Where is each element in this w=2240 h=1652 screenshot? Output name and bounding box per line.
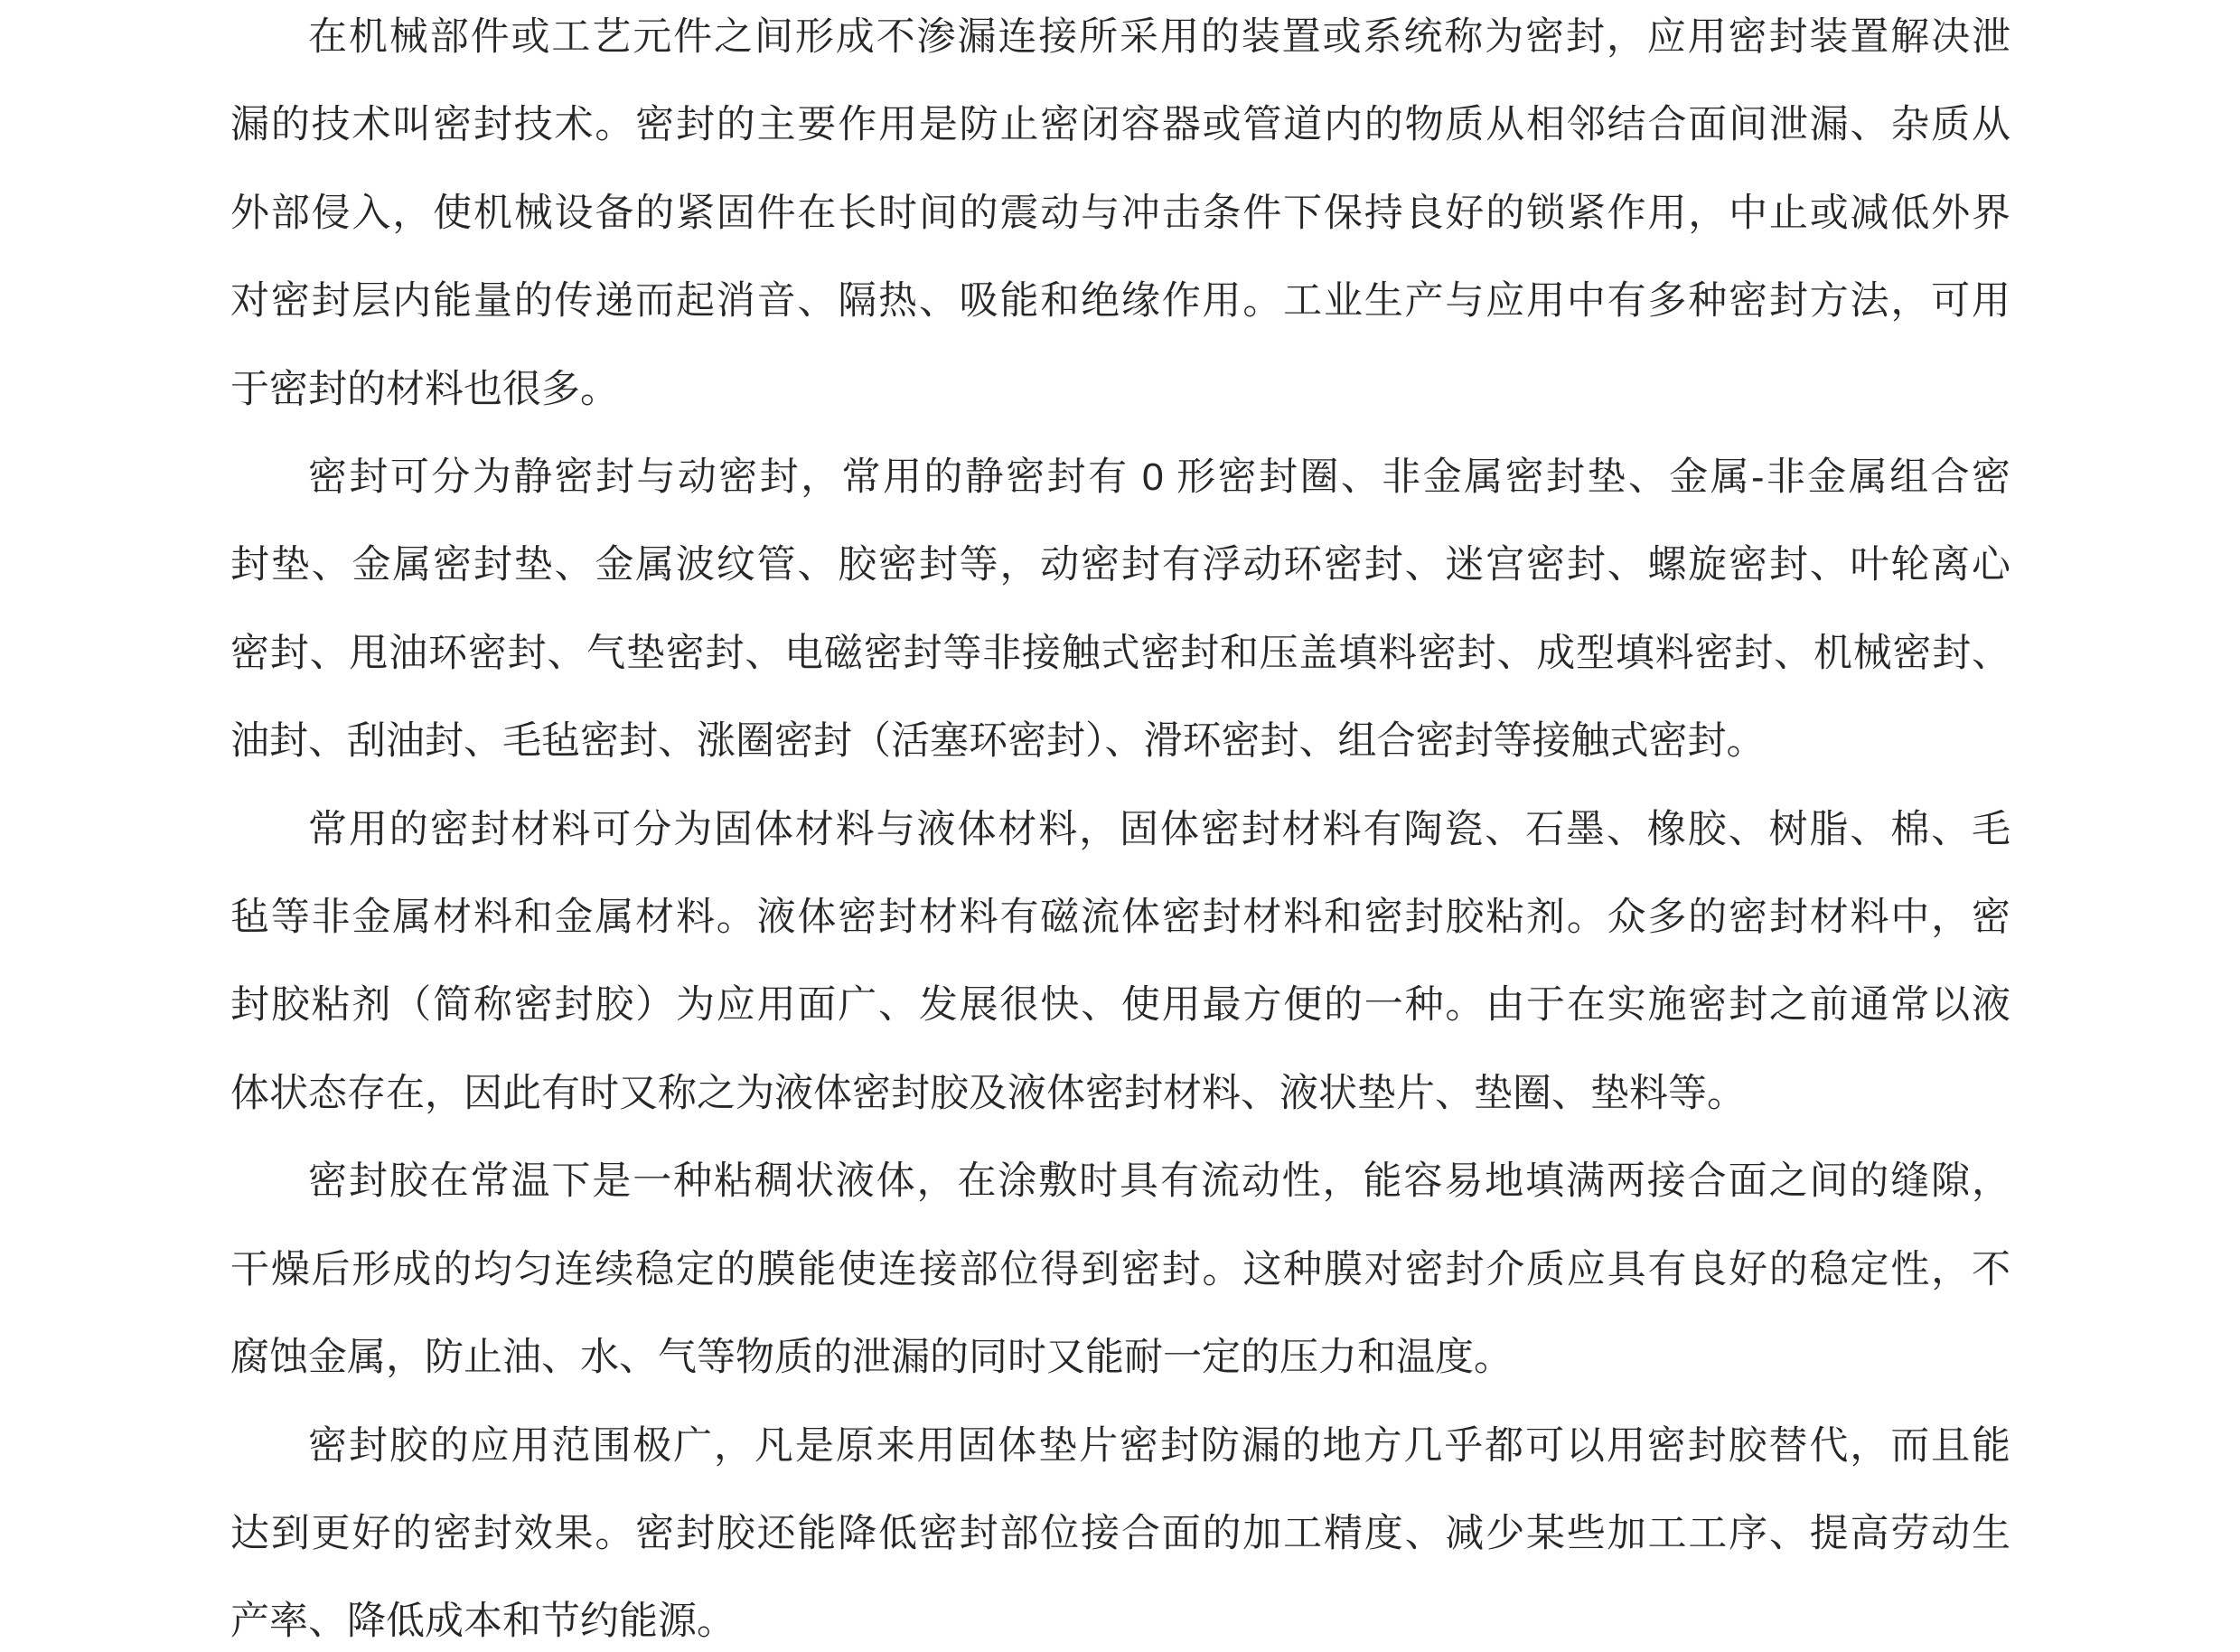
- paragraph-seal-types: [230, 434, 2010, 786]
- text-line: 对密封层内能量的传递而起消音、隔热、吸能和绝缘作用。工业生产与应用中有多种密封方法，可用: [230, 279, 2010, 324]
- text-line: 腐蚀金属，防止油、水、气等物质的泄漏的同时又能耐一定的压力和温度。: [230, 1336, 1513, 1380]
- text-line: 密封胶的应用范围极广，凡是原来用固体垫片密封防漏的地方几乎都可以用密封胶替代，而且能: [308, 1423, 2010, 1468]
- text-line: 漏的技术叫密封技术。密封的主要作用是防止密闭容器或管道内的物质从相邻结合面间泄漏、杂质从: [230, 103, 2010, 147]
- text-line: 产率、降低成本和节约能源。: [230, 1600, 736, 1644]
- text-block: [230, 0, 2010, 1652]
- paragraph-seal-definition: [230, 0, 2010, 434]
- text-line: 体状态存在，因此有时又称之为液体密封胶及液体密封材料、液状垫片、垫圈、垫料等。: [230, 1071, 1746, 1115]
- text-line: 常用的密封材料可分为固体材料与液体材料，固体密封材料有陶瓷、石墨、橡胶、树脂、棉、毛: [308, 807, 2010, 851]
- text-line: 密封、甩油环密封、气垫密封、电磁密封等非接触式密封和压盖填料密封、成型填料密封、机械密封、: [230, 631, 2010, 675]
- text-line: 外部侵入，使机械设备的紧固件在长时间的震动与冲击条件下保持良好的锁紧作用，中止或减低外界: [230, 191, 2010, 235]
- text-line: 密封可分为静密封与动密封，常用的静密封有 0 形密封圈、非金属密封垫、金属-非金属组合密: [308, 455, 2010, 500]
- text-line: 油封、刮油封、毛毡密封、涨圈密封（活塞环密封）、滑环密封、组合密封等接触式密封。: [230, 719, 1766, 764]
- text-line: 密封胶在常温下是一种粘稠状液体，在涂敷时具有流动性，能容易地填满两接合面之间的缝隙，: [308, 1159, 2010, 1204]
- text-line: 在机械部件或工艺元件之间形成不渗漏连接所采用的装置或系统称为密封，应用密封装置解决泄: [308, 15, 2010, 59]
- paragraph-sealant-applications: [230, 1403, 2010, 1652]
- paragraph-sealant-properties: [230, 1138, 2010, 1402]
- text-line: 干燥后形成的均匀连续稳定的膜能使连接部位得到密封。这种膜对密封介质应具有良好的稳定性，不: [230, 1247, 2010, 1291]
- paragraph-seal-materials: [230, 786, 2010, 1139]
- text-line: 封垫、金属密封垫、金属波纹管、胶密封等，动密封有浮动环密封、迷宫密封、螺旋密封、叶轮离心: [230, 543, 2010, 587]
- text-line: 毡等非金属材料和金属材料。液体密封材料有磁流体密封材料和密封胶粘剂。众多的密封材料中，密: [230, 896, 2010, 940]
- text-line: 达到更好的密封效果。密封胶还能降低密封部位接合面的加工精度、减少某些加工工序、提高劳动生: [230, 1511, 2010, 1555]
- text-line: 于密封的材料也很多。: [230, 367, 619, 411]
- text-line: 封胶粘剂（简称密封胶）为应用面广、发展很快、使用最方便的一种。由于在实施密封之前通常以液: [230, 983, 2010, 1028]
